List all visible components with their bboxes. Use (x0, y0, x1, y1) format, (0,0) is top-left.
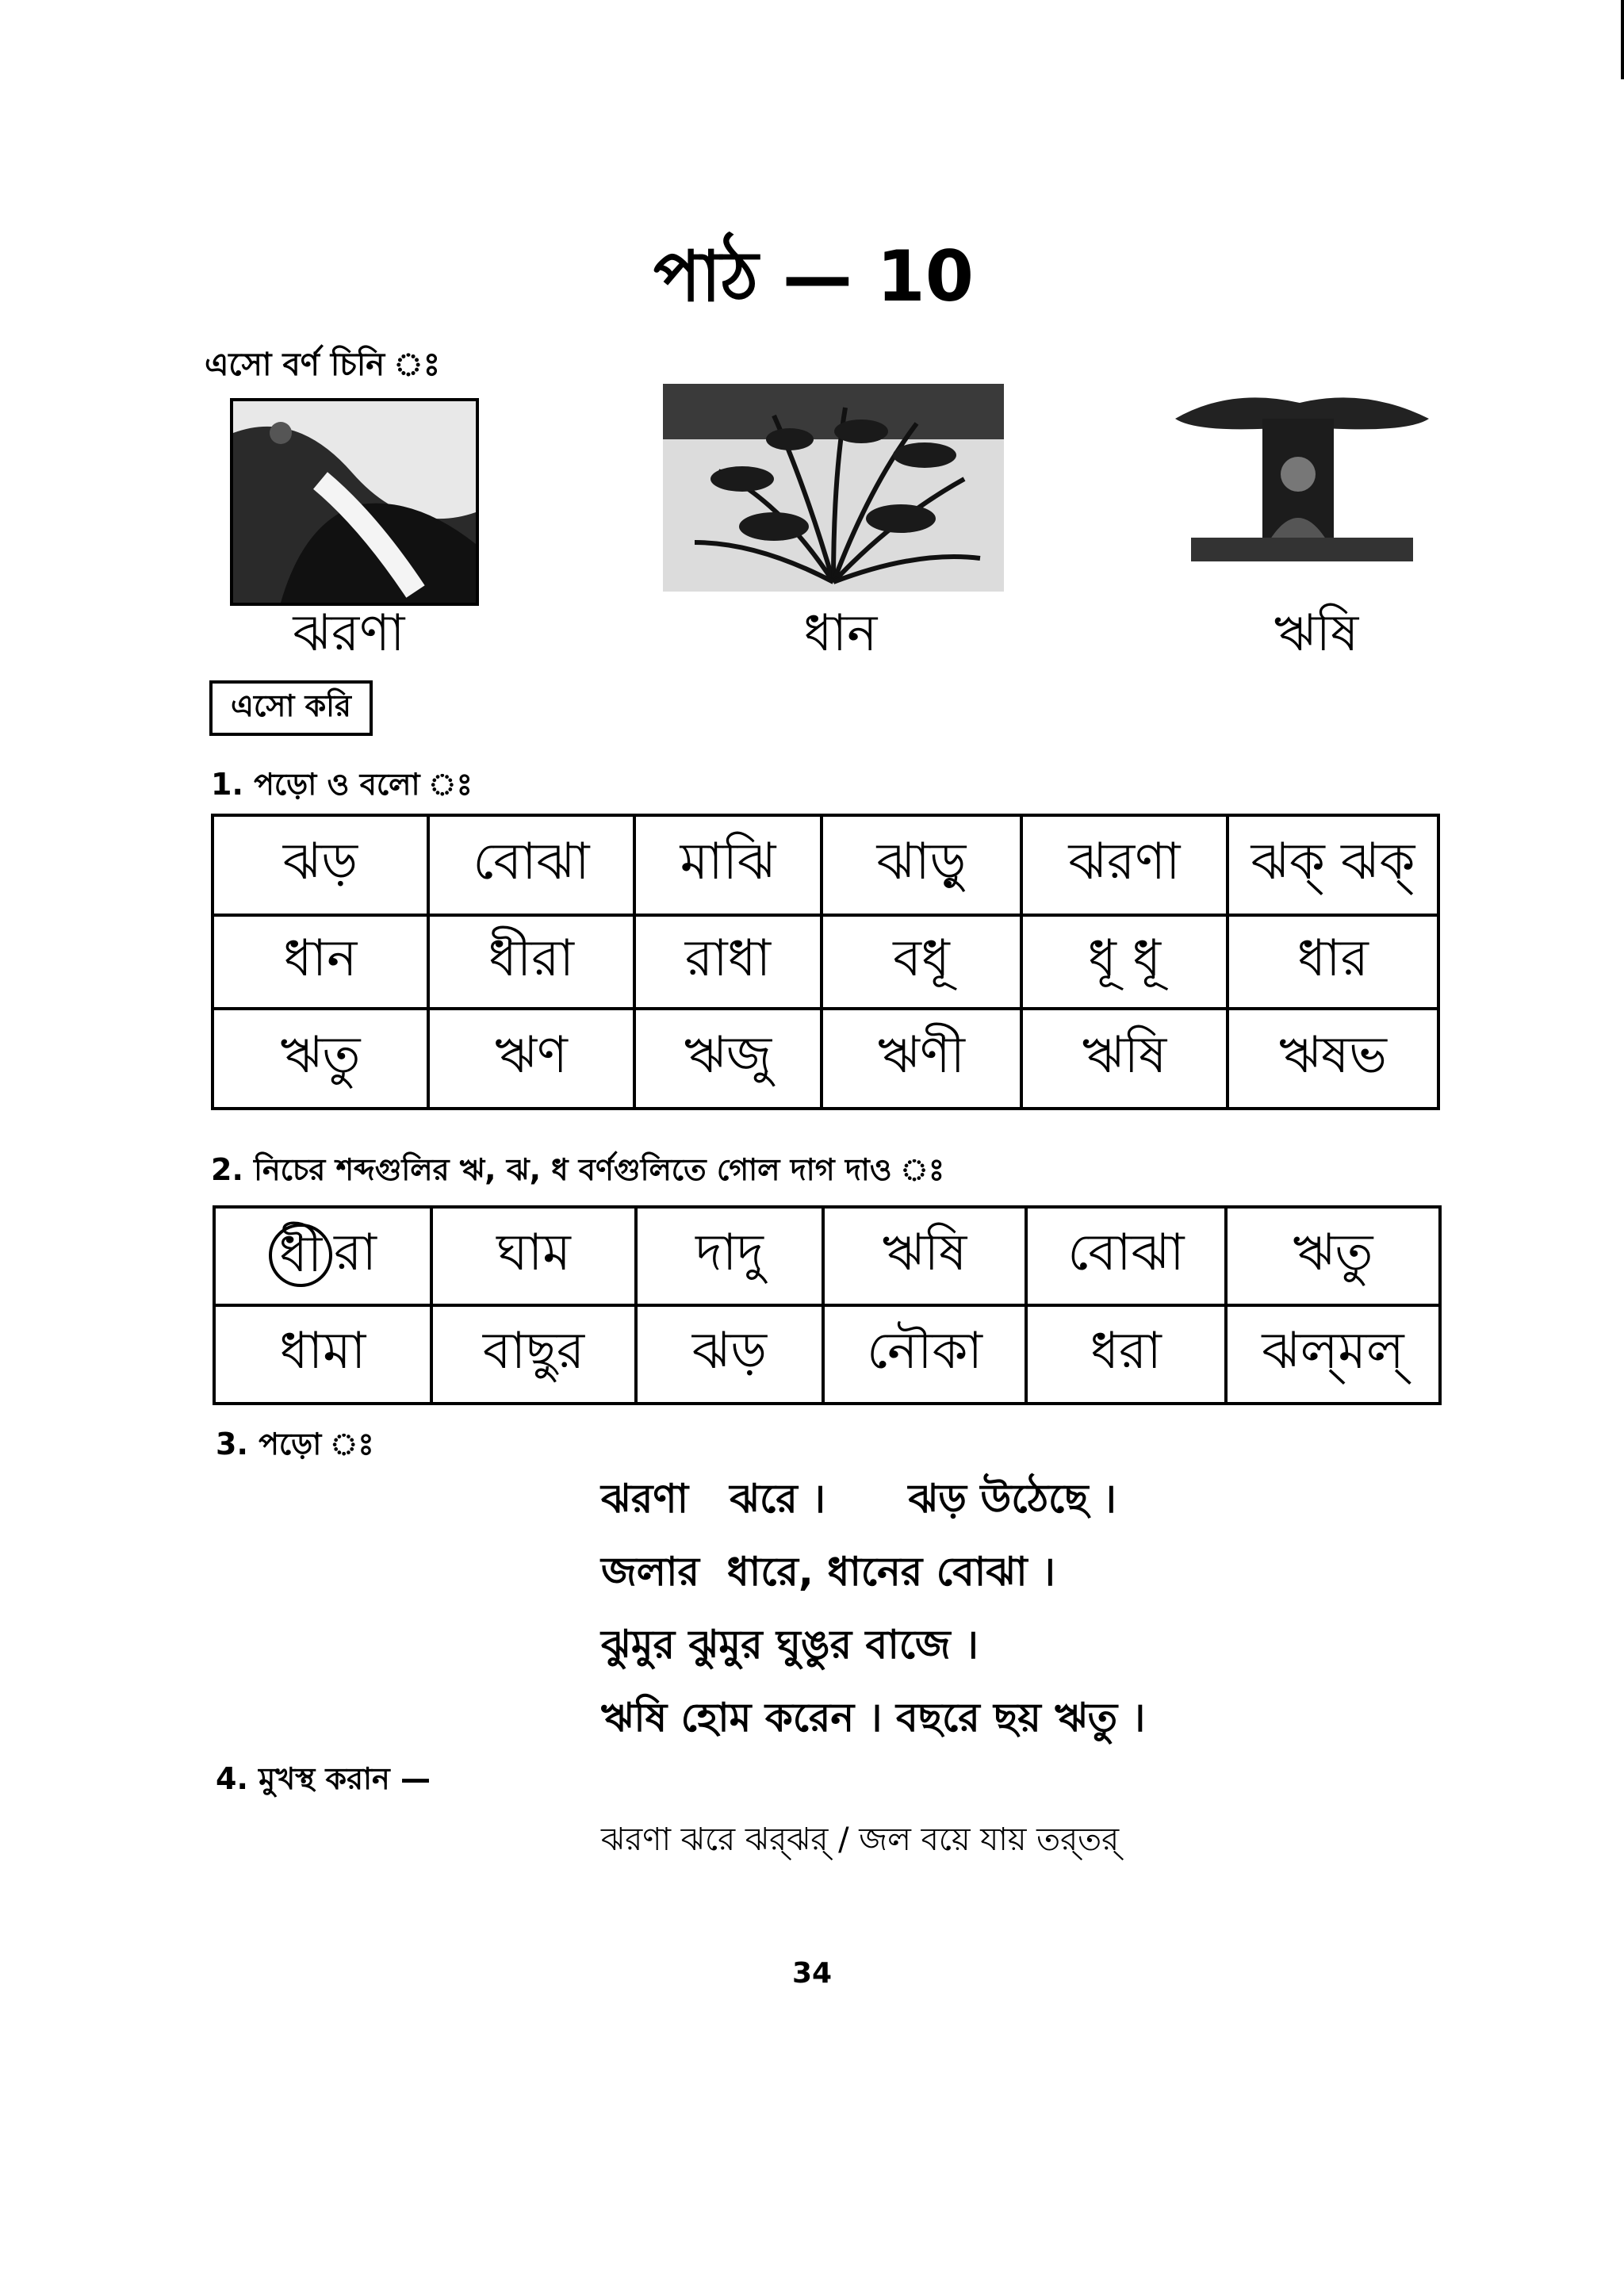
paddy-plant-icon (663, 384, 1004, 592)
reading-line: ঝরণা ঝরে । ঝড় উঠেছে । (601, 1476, 1116, 1522)
word-cell: ঝড় (213, 815, 428, 915)
picture-caption: ঋষি (1274, 604, 1359, 663)
table-row (214, 1305, 1440, 1404)
reading-line: জলার ধারে, ধানের বোঝা । (601, 1549, 1055, 1595)
word-cell: ধীরা (428, 915, 634, 1009)
q2-table (213, 1205, 1442, 1405)
table-row (213, 815, 1438, 915)
table-row (214, 1207, 1440, 1305)
page-number: 34 (791, 1957, 833, 1990)
word-cell: রাধা (634, 915, 822, 1009)
lesson-title: পাঠ — 10 (653, 236, 975, 317)
word-cell: ঋষি (823, 1207, 1026, 1305)
word-cell: ঋতু (1226, 1207, 1440, 1305)
word-cell: ঋতু (213, 1009, 428, 1109)
word-cell: ঋণী (822, 1009, 1021, 1109)
q2-label: 2. নিচের শব্দগুলির ঋ, ঝ, ধ বর্ণগুলিতে গোল দাগ দাও ঃ (211, 1152, 945, 1187)
reading-line: ঝুমুর ঝুমুর ঘুঙুর বাজে । (601, 1622, 979, 1668)
word-cell: বোঝা (428, 815, 634, 915)
word-cell-circled (214, 1207, 431, 1305)
word-rest: রা (334, 1223, 377, 1282)
word-cell: দাদু (636, 1207, 823, 1305)
q4-label: 4. মুখস্থ করান — (216, 1761, 431, 1796)
word-cell: বাছুর (431, 1305, 636, 1404)
intro-heading: এসো বর্ণ চিনি ঃ (205, 347, 441, 383)
word-cell: বধূ (822, 915, 1021, 1009)
reading-line: ঋষি হোম করেন । বছরে ছয় ঋতু । (601, 1695, 1146, 1741)
word-cell: ঋণ (428, 1009, 634, 1109)
scan-edge-mark (1621, 0, 1624, 79)
picture-caption: ঝরণা (293, 604, 405, 663)
word-cell: ধামা (214, 1305, 431, 1404)
waterfall-photo (230, 398, 479, 606)
picture-caption: ধান (803, 604, 878, 663)
activity-label: এসো করি (209, 680, 373, 736)
q1-label: 1. পড়ো ও বলো ঃ (211, 767, 473, 802)
word-cell: ঝক্ ঝক্ (1228, 815, 1438, 915)
q3-reading-lines (601, 1462, 1145, 1754)
word-cell: ঝরণা (1021, 815, 1228, 915)
word-cell: ঋষভ (1228, 1009, 1438, 1109)
sage-under-tree-photo (1167, 387, 1432, 569)
word-cell: বোঝা (1026, 1207, 1226, 1305)
word-cell: ধার (1228, 915, 1438, 1009)
word-cell: ঋষি (1021, 1009, 1228, 1109)
word-cell: ঋজু (634, 1009, 822, 1109)
q1-table (211, 814, 1440, 1110)
q3-label: 3. পড়ো ঃ (216, 1427, 374, 1461)
table-row (213, 1009, 1438, 1109)
word-cell: ঘাম (431, 1207, 636, 1305)
waterfall-icon (233, 401, 476, 603)
word-cell: মাঝি (634, 815, 822, 915)
word-cell: ঝড় (636, 1305, 823, 1404)
word-cell: ঝাড়ু (822, 815, 1021, 915)
rhyme-line: ঝরণা ঝরে ঝর্‌ঝর্‌ / জল বয়ে যায় তর্‌তর্‌ (601, 1821, 1120, 1858)
word-cell: ধরা (1026, 1305, 1226, 1404)
word-cell: ঝল্‌মল্‌ (1226, 1305, 1440, 1404)
sage-icon (1167, 387, 1432, 569)
word-cell: ধূ ধূ (1021, 915, 1228, 1009)
word-cell: নৌকা (823, 1305, 1026, 1404)
table-row (213, 915, 1438, 1009)
circled-letter: ধী (269, 1224, 332, 1287)
paddy-plant-photo (663, 384, 1004, 592)
word-cell: ধান (213, 915, 428, 1009)
